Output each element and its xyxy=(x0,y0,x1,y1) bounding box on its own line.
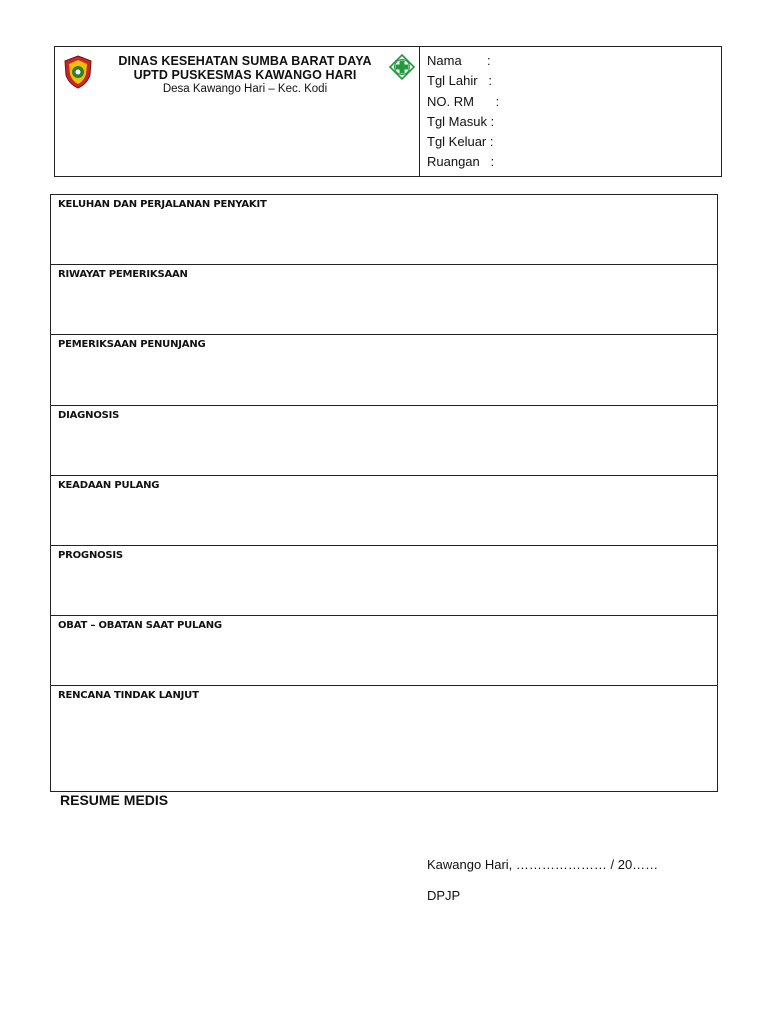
patient-info-row xyxy=(427,152,717,172)
puskesmas-green-cross-icon xyxy=(389,54,415,80)
discharge-date-label: Tgl Keluar : xyxy=(427,134,494,150)
section-diagnosis[interactable] xyxy=(51,406,717,476)
org-line-2: UPTD PUSKESMAS KAWANGO HARI xyxy=(133,68,357,82)
section-follow-up-plan[interactable] xyxy=(51,686,717,792)
section-title: PEMERIKSAAN PENUNJANG xyxy=(58,339,206,351)
patient-info-row xyxy=(427,51,717,71)
section-title: DIAGNOSIS xyxy=(58,409,120,421)
patient-info-row xyxy=(427,71,717,91)
org-address: Desa Kawango Hari – Kec. Kodi xyxy=(162,83,328,95)
section-complaints[interactable] xyxy=(51,195,717,265)
section-discharge-medications[interactable] xyxy=(51,616,717,686)
ward-label: Ruangan : xyxy=(427,154,495,170)
section-discharge-condition[interactable] xyxy=(51,476,717,546)
patient-info-row xyxy=(427,92,717,112)
admission-date-label: Tgl Masuk : xyxy=(427,113,495,129)
document-title: RESUME MEDIS xyxy=(60,792,169,808)
birth-date-label: Tgl Lahir : xyxy=(427,73,493,89)
medical-record-label: NO. RM : xyxy=(427,93,500,109)
section-title: KELUHAN DAN PERJALANAN PENYAKIT xyxy=(58,199,267,210)
section-prognosis[interactable] xyxy=(51,546,717,616)
dpjp-signature-label: DPJP xyxy=(427,888,461,903)
resume-sections xyxy=(50,194,718,792)
section-title: PROGNOSIS xyxy=(58,549,123,561)
organization-name xyxy=(105,54,385,96)
section-supporting-exams[interactable] xyxy=(51,335,717,405)
header-divider xyxy=(419,47,420,176)
patient-info xyxy=(427,51,717,173)
org-line-1: DINAS KESEHATAN SUMBA BARAT DAYA xyxy=(118,54,372,68)
section-title: RIWAYAT PEMERIKSAAN xyxy=(58,269,188,281)
patient-name-label: Nama : xyxy=(427,53,491,68)
section-title: OBAT – OBATAN SAAT PULANG xyxy=(58,620,222,632)
regency-crest-icon xyxy=(63,55,93,89)
section-title: RENCANA TINDAK LANJUT xyxy=(58,690,199,702)
section-title: KEADAAN PULANG xyxy=(58,479,160,491)
patient-info-row xyxy=(427,112,717,132)
document-header xyxy=(54,46,722,177)
section-examination-history[interactable] xyxy=(51,265,717,335)
place-date-line: Kawango Hari, ………………… / 20…… xyxy=(427,857,659,872)
patient-info-row xyxy=(427,132,717,152)
